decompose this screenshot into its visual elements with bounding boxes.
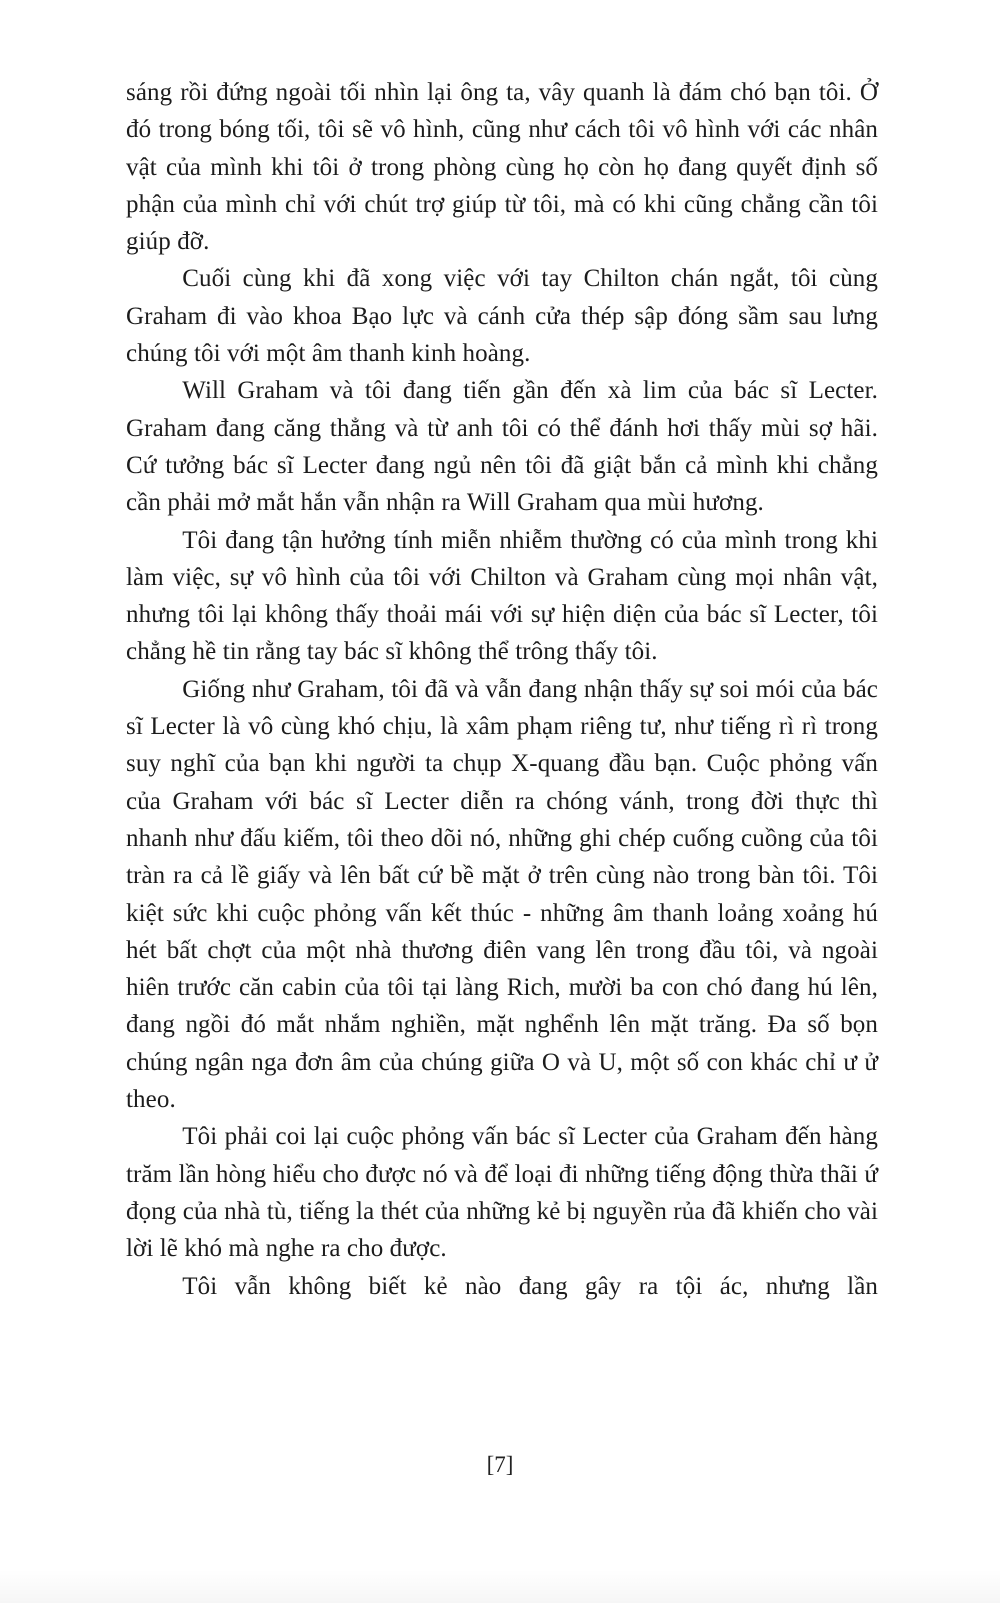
paragraph: Tôi vẫn không biết kẻ nào đang gây ra tội ác, nhưng lần (182, 1272, 878, 1300)
paragraph: Will Graham và tôi đang tiến gần đến xà lim của bác sĩ Lecter. Graham đang căng thẳng và từ anh tôi có thể đánh hơi thấy mùi sợ hãi. Cứ tưởng bác sĩ Lecter đang ngủ nên tôi đã giật bắn cả mình khi chẳng cần phải mở mắt hắn vẫn nhận ra Will Graham qua mùi hương. (126, 377, 878, 517)
paragraph: Tôi đang tận hưởng tính miễn nhiễm thường có của mình trong khi làm việc, sự vô hình của tôi với Chilton và Graham cùng mọi nhân vật, nhưng tôi lại không thấy thoải mái với sự hiện diện của bác sĩ Lecter, tôi chẳng hề tin rằng tay bác sĩ không thể trông thấy tôi. (126, 526, 878, 666)
page-number: [7] (486, 1452, 514, 1477)
page-text (126, 74, 878, 1305)
paragraph: sáng rồi đứng ngoài tối nhìn lại ông ta, vây quanh là đám chó bạn tôi. Ở đó trong bóng tối, tôi sẽ vô hình, cũng như cách tôi vô hình với các nhân vật của mình khi tôi ở trong phòng cùng họ còn họ đang quyết định số phận của mình chỉ với chút trợ giúp từ tôi, mà có khi cũng chẳng cần tôi giúp đỡ. (126, 79, 878, 256)
paragraph: Giống như Graham, tôi đã và vẫn đang nhận thấy sự soi mói của bác sĩ Lecter là vô cùng khó chịu, là xâm phạm riêng tư, như tiếng rì rì trong suy nghĩ của bạn khi người ta chụp X-quang đầu bạn. Cuộc phỏng vấn của Graham với bác sĩ Lecter diễn ra chóng vánh, trong đời thực thì nhanh như đấu kiếm, tôi theo dõi nó, những ghi chép cuống cuồng của tôi tràn ra cả lề giấy và lên bất cứ bề mặt ở trên cùng nào trong bàn tôi. Tôi kiệt sức khi cuộc phỏng vấn kết thúc - những âm thanh loảng xoảng hú hét bất chợt của một nhà thương điên vang lên trong đầu tôi, và ngoài hiên trước căn cabin của tôi tại làng Rich, mười ba con chó đang hú lên, đang ngồi đó mắt nhắm nghiền, mặt nghểnh lên mặt trăng. Đa số bọn chúng ngân nga đơn âm của chúng giữa O và U, một số con khác chỉ ư ử theo. (126, 675, 878, 1114)
paragraph: Tôi phải coi lại cuộc phỏng vấn bác sĩ Lecter của Graham đến hàng trăm lần hòng hiểu cho được nó và để loại đi những tiếng động thừa thãi ứ đọng của nhà tù, tiếng la thét của những kẻ bị nguyền rủa đã khiến cho vài lời lẽ khó mà nghe ra cho được. (126, 1123, 878, 1263)
scan-shadow (0, 1569, 1000, 1603)
paragraph: Cuối cùng khi đã xong việc với tay Chilton chán ngắt, tôi cùng Graham đi vào khoa Bạo lực và cánh cửa thép sập đóng sầm sau lưng chúng tôi với một âm thanh kinh hoàng. (126, 265, 878, 368)
